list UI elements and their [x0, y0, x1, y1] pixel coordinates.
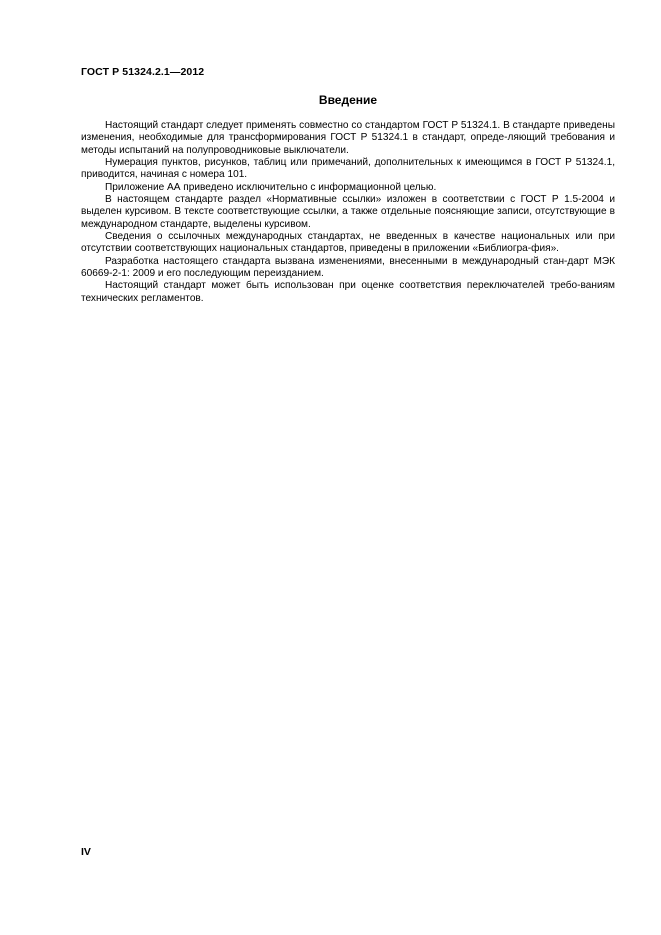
- page-number: IV: [81, 846, 91, 858]
- section-title: Введение: [318, 93, 378, 107]
- paragraph-usage: Настоящий стандарт следует применять совместно со стандартом ГОСТ Р 51324.1. В стандарте приведены изменения, необходимые для трансформирования ГОСТ Р 51324.1 в стандарт, опреде-ляющий требования и методы испытаний на полупроводниковые выключатели.: [81, 120, 615, 156]
- paragraph-normative-references: В настоящем стандарте раздел «Нормативные ссылки» изложен в соответствии с ГОСТ Р 1.5-2004 и выделен курсивом. В тексте соответствующие ссылки, а также отдельные поясняющие записи, отсутствующие в международном стандарте, выделены курсивом.: [81, 194, 615, 230]
- paragraph-development: Разработка настоящего стандарта вызвана изменениями, внесенными в международный стан-дарт МЭК 60669-2-1: 2009 и его последующим переизданием.: [81, 255, 615, 280]
- paragraph-conformity: Настоящий стандарт может быть использован при оценке соответствия переключателей требо-ваниям технических регламентов.: [81, 280, 615, 304]
- document-code-header: ГОСТ Р 51324.2.1—2012: [81, 66, 205, 78]
- paragraph-annex: Приложение АА приведено исключительно с информационной целью.: [105, 181, 437, 193]
- section-body: [81, 120, 615, 305]
- paragraph-numbering: Нумерация пунктов, рисунков, таблиц или примечаний, дополнительных к имеющимся в ГОСТ Р 51324.1, приводится, начиная с номера 101.: [81, 157, 615, 181]
- paragraph-bibliography: Сведения о ссылочных международных стандартах, не введенных в качестве национальных или при отсутствии соответствующих национальных стандартов, приведены в приложении «Библиогра-фия».: [81, 231, 615, 255]
